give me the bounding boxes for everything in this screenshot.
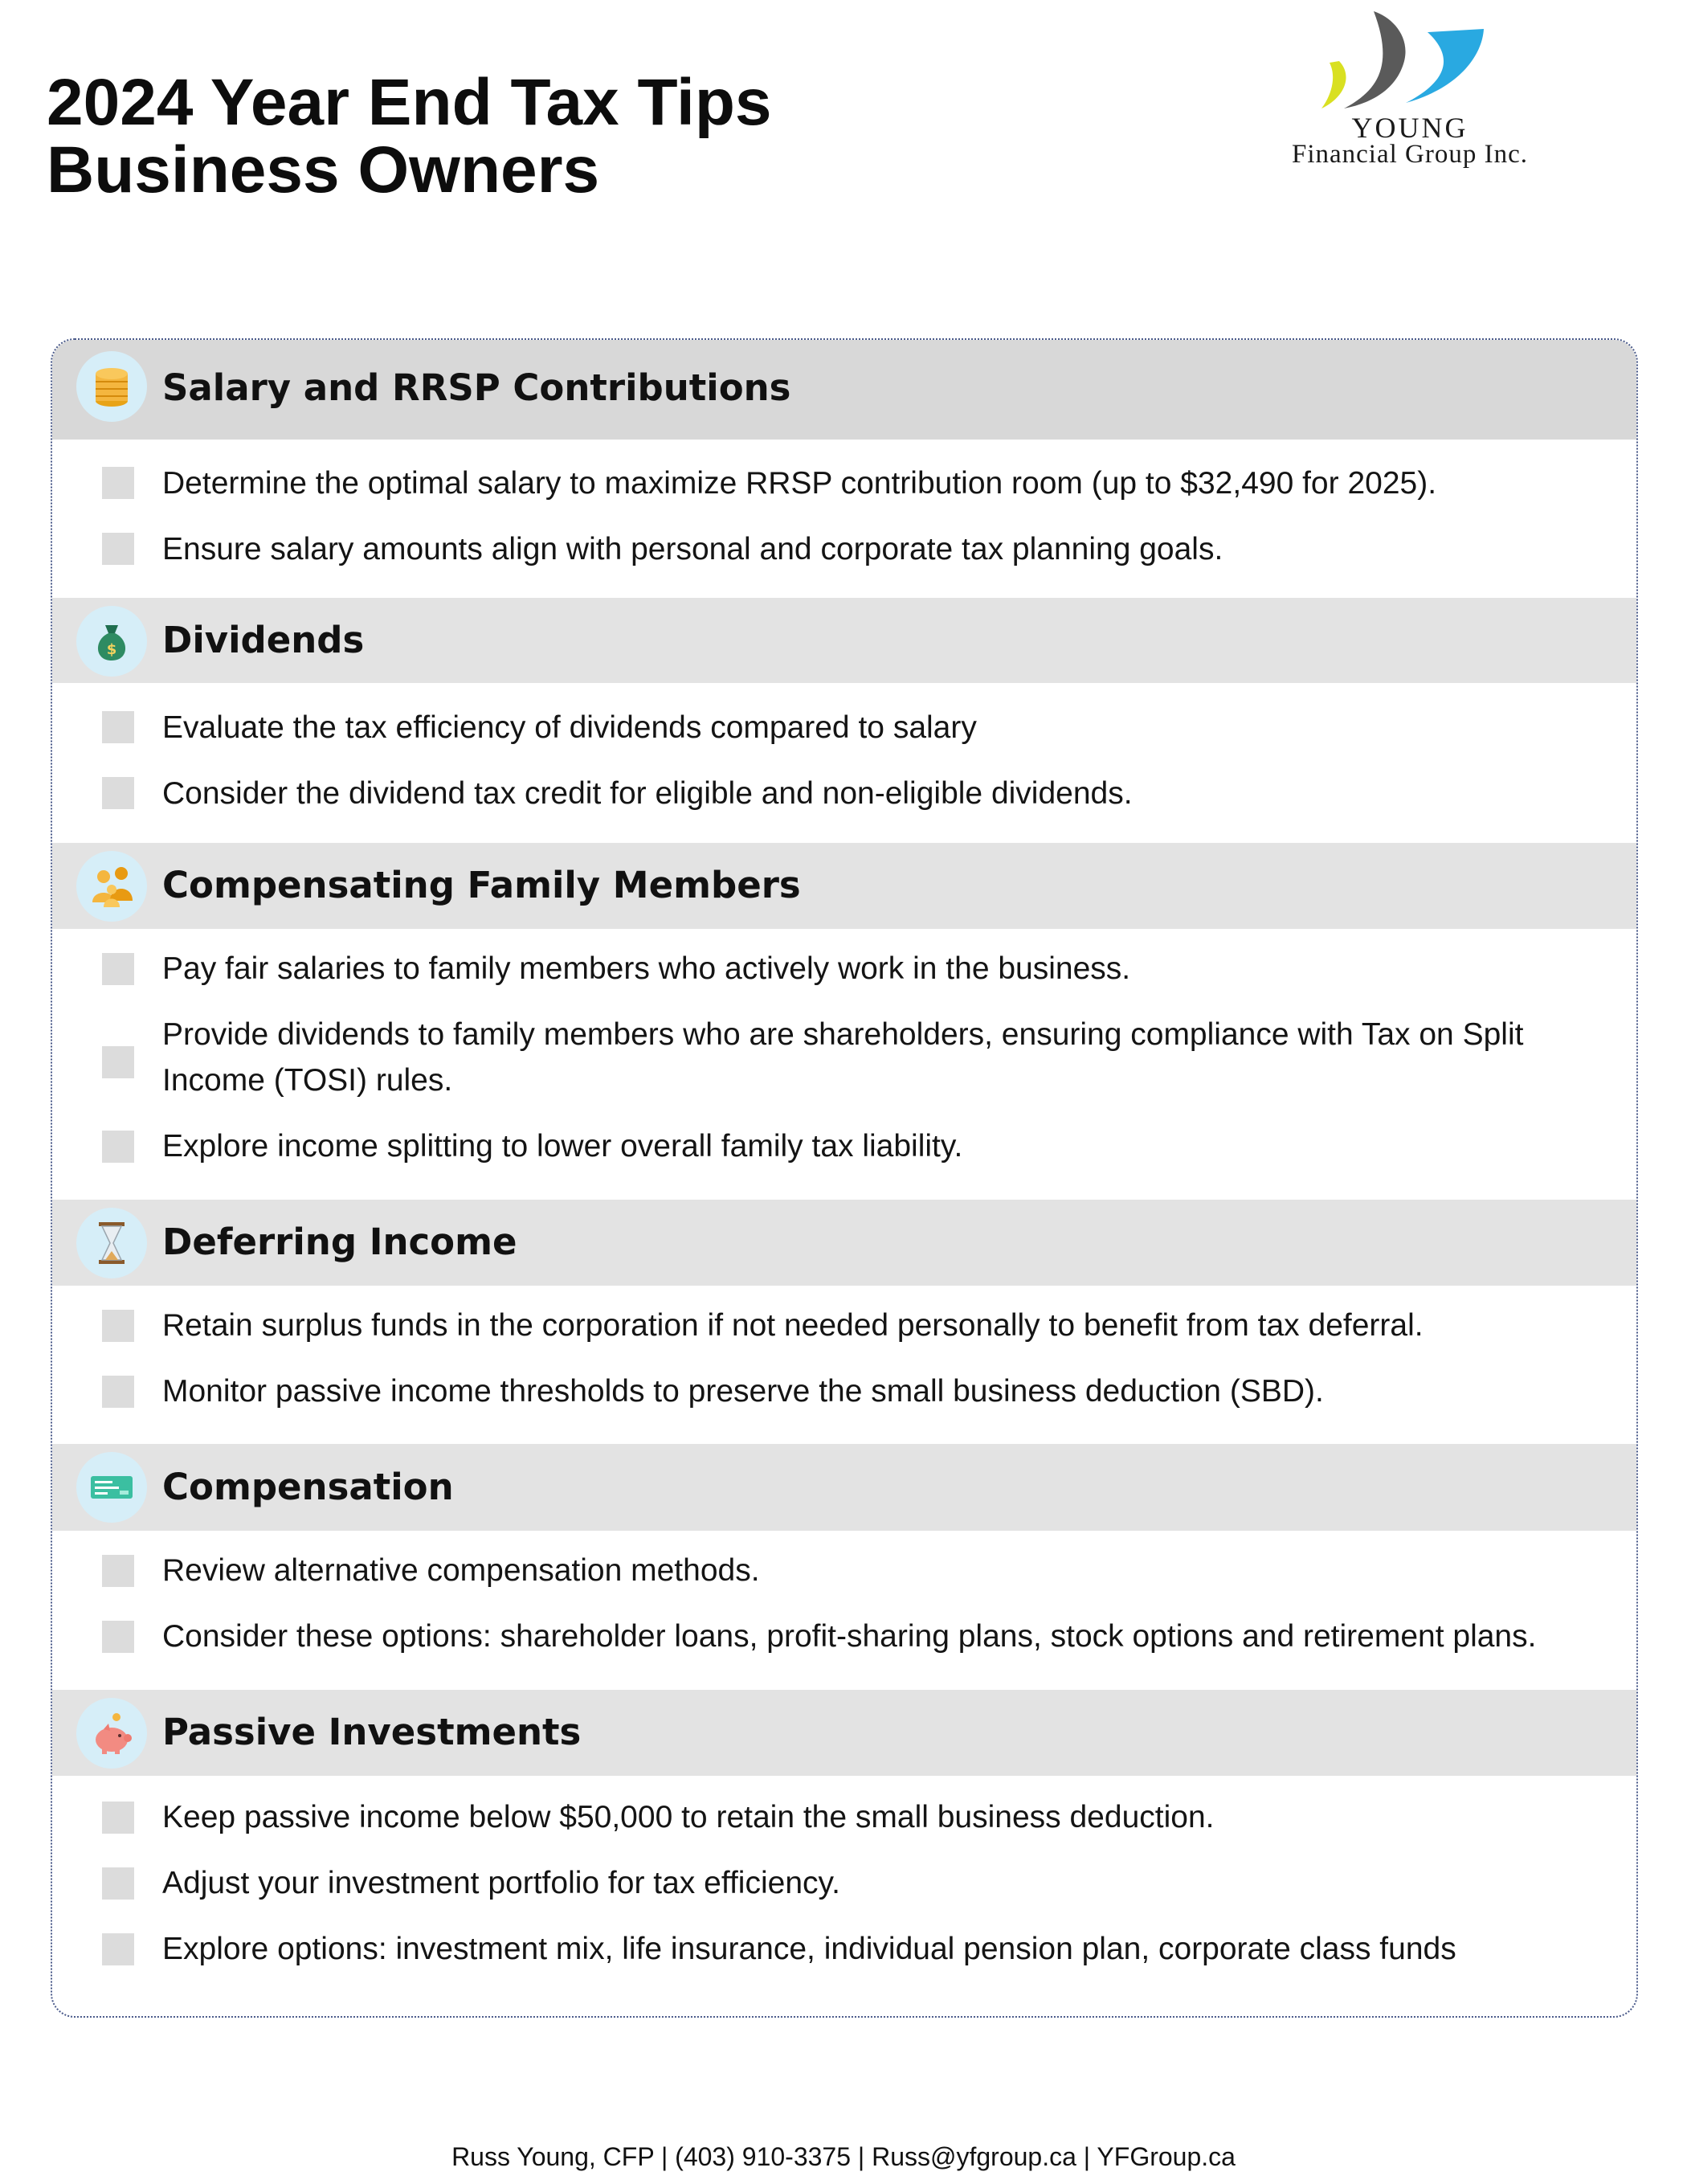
section-title: Salary and RRSP Contributions (162, 366, 791, 409)
piggy-bank-icon (76, 1698, 147, 1769)
checkbox[interactable] (102, 711, 134, 743)
section-title: Compensation (162, 1466, 454, 1508)
section-title: Compensating Family Members (162, 864, 801, 906)
logo-name: YOUNG (1351, 112, 1468, 144)
checkbox[interactable] (102, 1131, 134, 1163)
item-text: Review alternative compensation methods. (162, 1553, 760, 1588)
svg-text:$: $ (106, 641, 117, 658)
section-title: Dividends (162, 619, 365, 661)
item-text: Evaluate the tax efficiency of dividends compared to salary (162, 710, 977, 745)
section-title: Deferring Income (162, 1221, 517, 1263)
section-header (52, 1200, 1636, 1286)
coins-icon (76, 351, 147, 422)
hourglass-icon (76, 1208, 147, 1278)
section-title: Passive Investments (162, 1711, 582, 1753)
checkbox[interactable] (102, 1802, 134, 1834)
item-text: Adjust your investment portfolio for tax efficiency. (162, 1866, 840, 1900)
item-text: Retain surplus funds in the corporation if not needed personally to benefit from tax deferral. (162, 1308, 1424, 1343)
checkbox[interactable] (102, 1376, 134, 1408)
checkbox[interactable] (102, 1310, 134, 1342)
item-text: Provide dividends to family members who are shareholders, ensuring compliance with Tax on Split Income (TOSI) rules. (162, 1017, 1524, 1098)
checkbox[interactable] (102, 777, 134, 809)
item-text: Consider these options: shareholder loans, profit-sharing plans, stock options and retirement plans. (162, 1619, 1537, 1654)
family-icon (76, 851, 147, 922)
checkbox[interactable] (102, 1933, 134, 1965)
item-text: Explore options: investment mix, life insurance, individual pension plan, corporate class funds (162, 1932, 1456, 1966)
section-header (52, 843, 1636, 929)
item-text: Ensure salary amounts align with personal and corporate tax planning goals. (162, 532, 1223, 566)
item-text: Explore income splitting to lower overall family tax liability. (162, 1129, 963, 1164)
section-header (52, 598, 1636, 683)
company-logo (1201, 8, 1619, 169)
checklist-card (51, 338, 1638, 2018)
item-text: Pay fair salaries to family members who actively work in the business. (162, 951, 1131, 986)
checkbox[interactable] (102, 467, 134, 499)
logo-swoosh-icon (1201, 8, 1619, 112)
item-text: Consider the dividend tax credit for eligible and non-eligible dividends. (162, 776, 1133, 811)
title-line-1: 2024 Year End Tax Tips (47, 66, 772, 139)
item-text: Monitor passive income thresholds to preserve the small business deduction (SBD). (162, 1374, 1324, 1409)
section-header (52, 1690, 1636, 1776)
checkbox[interactable] (102, 1621, 134, 1653)
checkbox[interactable] (102, 1555, 134, 1587)
item-text: Keep passive income below $50,000 to retain the small business deduction. (162, 1800, 1215, 1834)
section-header (52, 1444, 1636, 1531)
checkbox[interactable] (102, 533, 134, 565)
page-title (47, 66, 930, 207)
title-line-2: Business Owners (47, 133, 600, 207)
section-header (52, 340, 1636, 440)
contact-footer: Russ Young, CFP | (403) 910-3375 | Russ@yfgroup.ca | YFGroup.ca (451, 2142, 1236, 2171)
checkbox[interactable] (102, 1867, 134, 1900)
money-bag-icon (76, 606, 147, 677)
cheque-icon (76, 1452, 147, 1523)
item-text: Determine the optimal salary to maximize RRSP contribution room (up to $32,490 for 2025). (162, 466, 1437, 501)
checkbox[interactable] (102, 1046, 134, 1078)
checkbox[interactable] (102, 953, 134, 985)
logo-subtitle: Financial Group Inc. (1291, 140, 1528, 169)
